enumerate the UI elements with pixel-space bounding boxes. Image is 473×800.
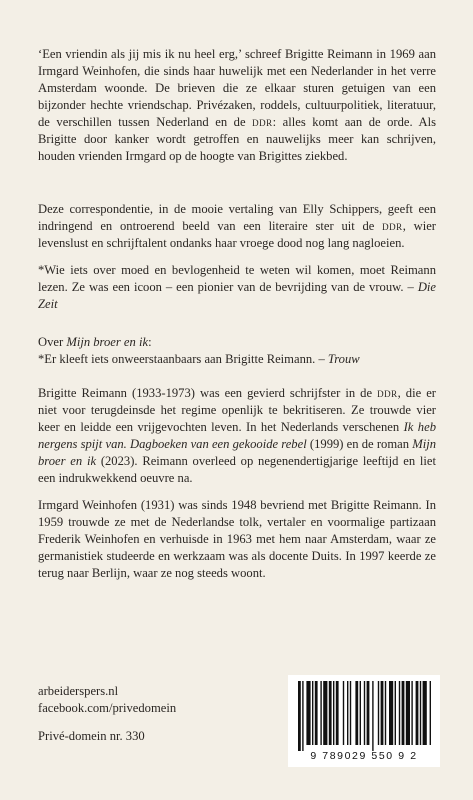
blurb-text: : alles komt aan de orde. Als Brigitte door kanker wordt getroffen en nauwelijks meer kan schrijven, houden vrienden Irmgard op de hoogte van Brigittes ziekbed. [38,115,437,163]
quote-source: Trouw [327,352,360,366]
book-title: Mijn broer en ik [66,335,149,349]
blurb-text: ‘Een vriendin als jij mis ik nu heel erg,’ schreef Brigitte Reimann in 1969 aan Irmgard Weinhofen, die sinds haar huwelijk met een Nederlander in het verre Amsterdam woonde. De brieven die ze elkaar sturen getuigen van een bijzonder hechte vriendschap. Privézaken, roddels, cultuurpolitiek, literatuur, de verschillen tussen Nederland en de [38,47,436,129]
blurb-text: Deze correspondentie, in de mooie vertaling van Elly Schippers, geeft een indringend en ontroerend beeld van een literaire ster uit de [38,202,436,233]
barcode-bars [288,675,440,753]
quote-intro: Over [38,335,67,349]
ddr-abbr: ddr [252,115,273,129]
bio-text: , die er niet voor terugdeinsde het regime openlijk te bekritiseren. Ze trouwde vier keer en leidde een vrijgevochten leven. In het Nederlands verschenen [38,386,436,434]
book-title: Ik heb nergens spijt van. Dagboeken van een gekooide rebel [38,420,436,451]
isbn-barcode [288,675,440,767]
quote-text: *Er kleeft iets onweerstaanbaars aan Brigitte Reimann. – [38,352,328,366]
quote-source: Die Zeit [38,280,436,311]
review-quote-trouw [38,334,436,368]
author-bio-reimann [38,385,436,487]
bio-text: Brigitte Reimann (1933-1973) was een gevierd schrijfster in de [38,386,378,400]
barcode-digits: 9 789029 550 9 2 [310,750,418,762]
bio-text: (2023). Reimann overleed op negenendertigjarige leeftijd en liet een indrukwekkend oeuvre na. [38,454,436,485]
book-title: Mijn broer en ik [38,437,437,468]
review-quote-die-zeit [38,262,436,313]
ddr-abbr: ddr [382,219,403,233]
ddr-abbr: ddr [377,386,398,400]
bio-text: (1999) en de roman [306,437,413,451]
blurb-text: , wier levenslust en schrijftalent ondanks haar vroege dood nog lang nagloeien. [38,219,436,250]
quote-colon: : [148,335,152,349]
author-bio-weinhofen: Irmgard Weinhofen (1931) was sinds 1948 bevriend met Brigitte Reimann. In 1959 trouwde ze met de Nederlandse tolk, vertaler en voormalige partizaan Frederik Weinhofen en verhuisde in 1963 met hem naar Amsterdam, waar ze germanistiek studeerde en werkzaam was als docente Duits. In 1997 keerde ze terug naar Berlijn, waar ze nog steeds woont. [38,498,436,580]
publisher-facebook: facebook.com/privedomein [38,701,177,715]
series-number: Privé-domein nr. 330 [38,729,145,743]
publisher-website: arbeiderspers.nl [38,684,119,698]
blurb-paragraph-2 [38,201,436,252]
blurb-paragraph-1 [38,46,436,165]
quote-text: *Wie iets over moed en bevlogenheid te weten wil komen, moet Reimann lezen. Ze was een icoon – een pionier van de bevrijding van de vrouw. – [38,263,436,294]
